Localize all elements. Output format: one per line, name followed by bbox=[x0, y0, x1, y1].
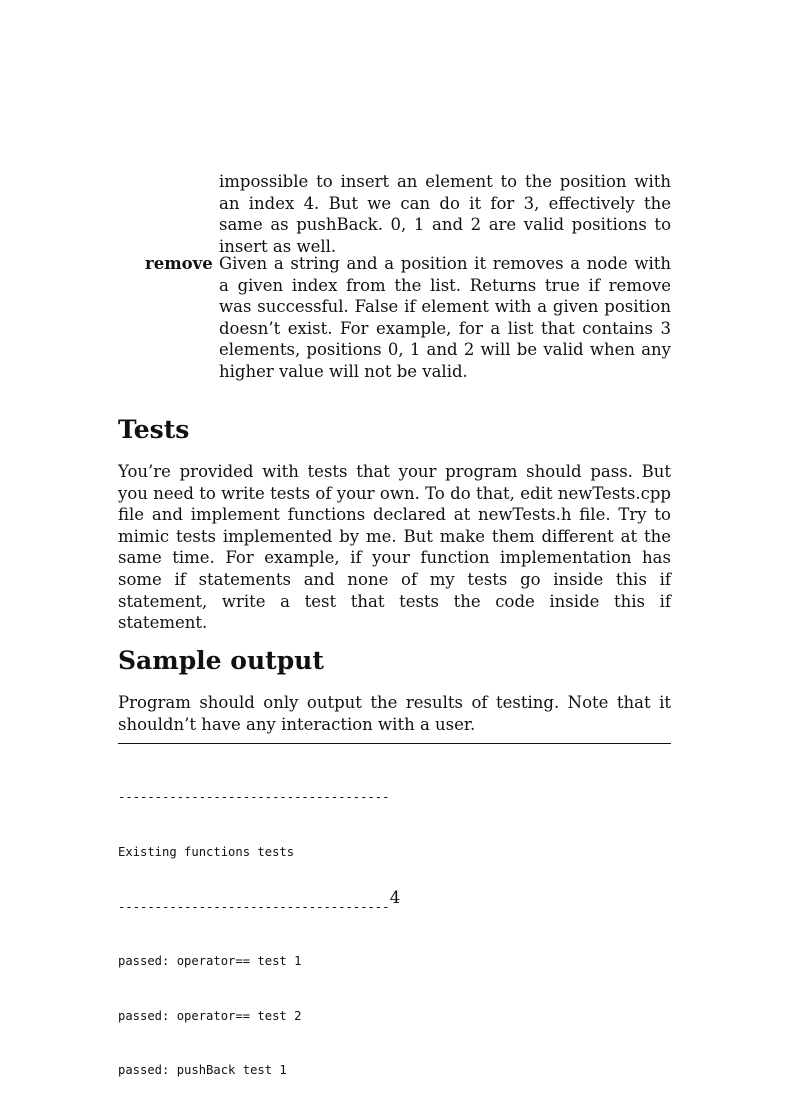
remove-description: Given a string and a position it removes a node with a given index from the list. Returns true if remove was successful. False if element with a given position doesn’t exist. For example, for a list that contains 3 elements, positions 0, 1 and 2 will be valid when any higher value will not be valid. bbox=[219, 254, 671, 381]
code-line: passed: operator== test 2 bbox=[118, 1008, 302, 1023]
sample-output-code-block bbox=[118, 752, 390, 1116]
code-line: passed: operator== test 1 bbox=[118, 954, 302, 969]
horizontal-rule bbox=[118, 743, 671, 744]
remove-term: remove bbox=[145, 254, 213, 273]
code-line: ------------------------------------- bbox=[118, 790, 390, 805]
tests-heading: Tests bbox=[118, 415, 190, 444]
sample-output-paragraph: Program should only output the results of testing. Note that it shouldn’t have any interaction with a user. bbox=[118, 693, 671, 734]
code-line: ------------------------------------- bbox=[118, 899, 390, 914]
tests-paragraph: You’re provided with tests that your program should pass. But you need to write tests of your own. To do that, edit newTests.cpp file and implement functions declared at newTests.h file. Try to mimic tests implemented by me. But make them different at the same time. For example, if your function implementation has some if statements and none of my tests go inside this if statement, write a test that tests the code inside this if statement. bbox=[118, 462, 671, 633]
code-line: Existing functions tests bbox=[118, 845, 295, 859]
code-line: passed: pushBack test 1 bbox=[118, 1063, 287, 1078]
insert-description-continuation: impossible to insert an element to the position with an index 4. But we can do it for 3, effectively the same as pushBack. 0, 1 and 2 are valid positions to insert as well. bbox=[219, 172, 671, 256]
page-number: 4 bbox=[389, 888, 401, 907]
sample-output-heading: Sample output bbox=[118, 646, 324, 675]
